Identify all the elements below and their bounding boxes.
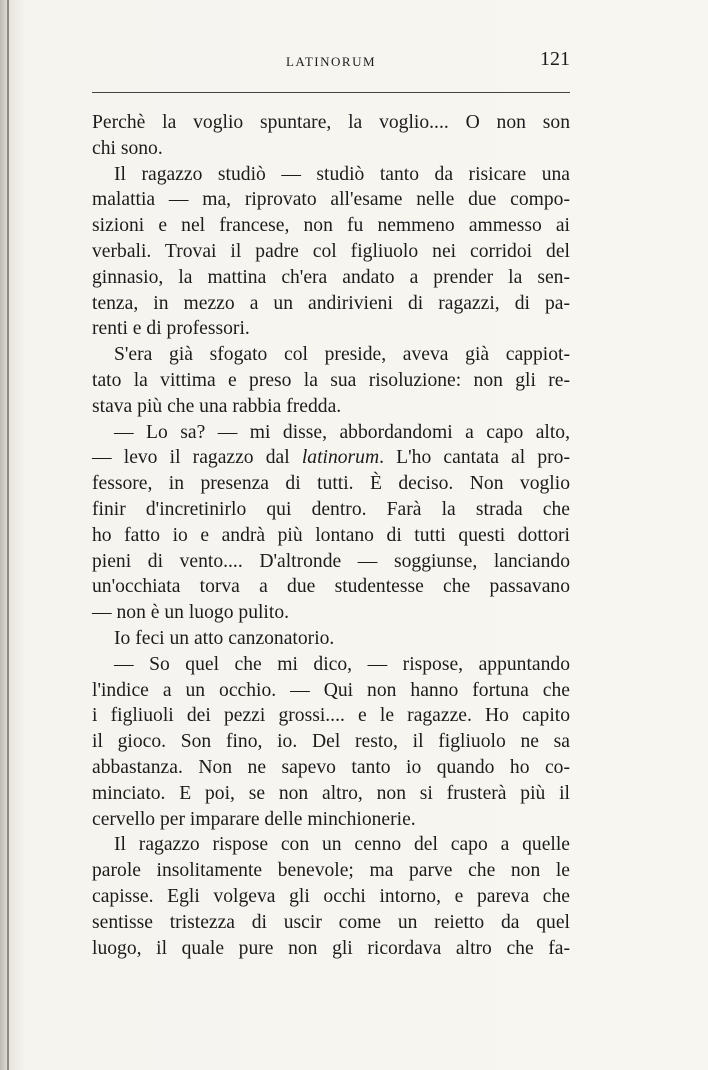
text-line: tenza, in mezzo a un andirivieni di ragazzi, di pa- — [92, 292, 570, 314]
running-title: LATINORUM — [285, 54, 377, 69]
text-line: — Lo sa? — mi disse, abbordandomi a capo alto, — [114, 421, 570, 443]
text-line: renti e di professori. — [92, 318, 250, 340]
text-line: S'era già sfogato col preside, aveva già cappiot- — [114, 344, 570, 366]
text-line: fessore, in presenza di tutti. È deciso. Non voglio — [92, 473, 570, 495]
text-line: Perchè la voglio spuntare, la voglio.... O non son — [92, 112, 570, 133]
page-number: 121 — [540, 48, 570, 70]
text-line: Il ragazzo rispose con un cenno del capo a quelle — [114, 834, 570, 856]
text-line: cervello per imparare delle minchionerie. — [92, 808, 416, 830]
text-line: — So quel che mi dico, — rispose, appuntando — [114, 653, 570, 675]
text-line: abbastanza. Non ne sapevo tanto io quando ho co- — [92, 756, 570, 778]
text-line: verbali. Trovai il padre col figliuolo nei corridoi del — [92, 240, 570, 262]
text-line: luogo, il quale pure non gli ricordava altro che fa- — [92, 937, 570, 959]
text-line: parole insolitamente benevole; ma parve che non le — [92, 860, 570, 882]
text-line: un'occhiata torva a due studentesse che passavano — [92, 576, 570, 598]
text-line: tato la vittima e preso la sua risoluzione: non gli re- — [92, 369, 570, 391]
text-line: ginnasio, la mattina ch'era andato a prender la sen- — [92, 266, 570, 288]
text-line: l'indice a un occhio. — Qui non hanno fortuna che — [92, 679, 570, 701]
text-line: pieni di vento.... D'altronde — soggiunse, lanciando — [92, 550, 570, 572]
text-line: chi sono. — [92, 137, 163, 159]
text-line: malattia — ma, riprovato all'esame nelle due compo- — [92, 189, 570, 211]
text-line: Io feci un atto canzonatorio. — [114, 627, 335, 649]
page-spine-edge — [7, 0, 9, 1070]
text-line: minciato. E poi, se non altro, non si frusterà più il — [92, 782, 570, 804]
text-line: i figliuoli dei pezzi grossi.... e le ragazze. Ho capito — [92, 705, 570, 727]
header-rule — [92, 92, 570, 93]
page-header — [92, 48, 570, 76]
text-line: ho fatto io e andrà più lontano di tutti questi dottori — [92, 524, 570, 546]
text-line: il gioco. Son fino, io. Del resto, il figliuolo ne sa — [92, 731, 570, 753]
text-line: — levo il ragazzo dal latinorum. L'ho cantata al pro- — [92, 447, 570, 469]
body-text — [92, 110, 570, 961]
text-line: sizioni e nel francese, non fu nemmeno ammesso ai — [92, 215, 570, 237]
text-line: stava più che una rabbia fredda. — [92, 395, 342, 417]
text-line: sentisse tristezza di uscir come un reietto da quel — [92, 911, 570, 933]
text-line: Il ragazzo studiò — studiò tanto da risicare una — [114, 163, 570, 185]
text-line: capisse. Egli volgeva gli occhi intorno, e pareva che — [92, 885, 570, 907]
text-line: finir d'incretinirlo qui dentro. Farà la strada che — [92, 498, 570, 520]
text-line: — non è un luogo pulito. — [92, 602, 290, 624]
